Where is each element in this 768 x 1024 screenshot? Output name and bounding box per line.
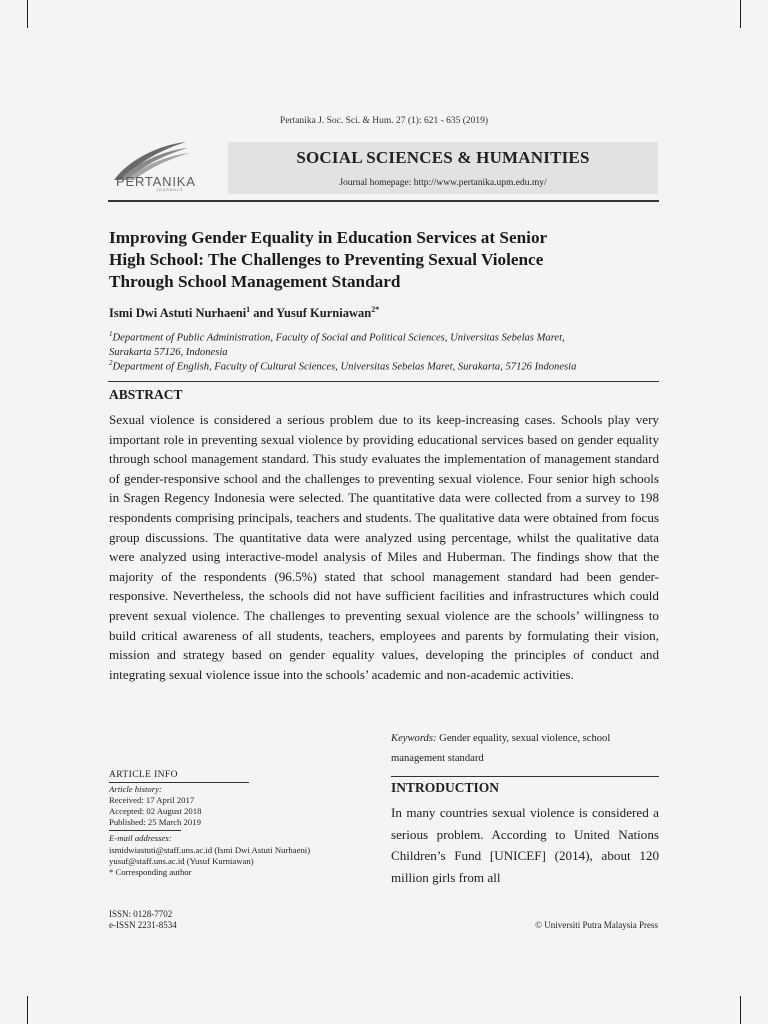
abstract-line: play very important role in preventing sexual violence by providing educational services <box>109 412 659 447</box>
header-rule <box>108 200 659 202</box>
introduction-heading: INTRODUCTION <box>391 780 500 795</box>
author-list <box>109 305 669 321</box>
abstract-line: violence are the schools’ willingness to build critical awareness of all students, teachers, <box>109 607 659 643</box>
journal-citation: Pertanika J. Soc. Sci. & Hum. 27 (1): 621 - 635 (2019) <box>279 116 489 126</box>
affiliation-text: Department of English, Faculty of Cultural Sciences, Universitas Sebelas Maret, Surakarta, 57126 Indonesia <box>112 361 577 373</box>
email-address: ismidwiastuti@staff.uns.ac.id (Ismi Dwi Astuti Nurhaeni) <box>109 845 311 855</box>
introduction-line: United Nations Children’s Fund [UNICEF] <box>391 826 659 863</box>
logo-subtext: JOURNALS <box>156 188 184 192</box>
pertanika-logo <box>108 140 226 192</box>
keywords-text: management standard <box>391 752 484 764</box>
affiliation-marker: 1 <box>109 330 113 338</box>
journal-homepage: Journal homepage: http://www.pertanika.upm.edu.my/ <box>339 178 547 188</box>
abstract-line: data were analyzed using interactive-model analysis of Miles and Huberman. The findings <box>109 529 659 565</box>
corresponding-author-note: * Corresponding author <box>109 867 192 877</box>
abstract-body <box>109 410 659 684</box>
author-name: Ismi Dwi Astuti Nurhaeni <box>109 306 247 321</box>
title-line: Through School Management Standard <box>109 272 401 291</box>
crop-mark <box>740 996 741 1024</box>
received-date: Received: 17 April 2017 <box>109 795 195 805</box>
eissn: e-ISSN 2231-8534 <box>109 920 177 930</box>
affiliation-text: Department of Public Administration, Faculty of Social and Political Sciences, Universitas Sebelas Maret, <box>112 332 565 344</box>
abstract-line: implementation of management standard of gender-responsive school and the challenges <box>109 451 660 486</box>
abstract-line: into the schools’ academic and non-academic activities. <box>282 666 574 682</box>
abstract-line: equality values, developing the principles of conduct and integrating sexual violence issue <box>109 647 659 682</box>
author-separator: and <box>250 306 277 321</box>
affiliation <box>109 356 669 375</box>
abstract-line: infrastructures which could prevent sexual violence. The challenges to preventing sexual <box>109 588 659 623</box>
author-name: Yusuf Kurniawan <box>276 306 372 321</box>
author-affiliation-marker: 1 <box>246 305 251 314</box>
crop-mark <box>27 996 28 1024</box>
abstract-heading: ABSTRACT <box>109 387 183 402</box>
article-history-label: Article history: <box>109 784 162 794</box>
journal-banner <box>228 142 658 194</box>
crop-mark <box>740 0 741 28</box>
affiliation-marker: 2 <box>109 359 113 367</box>
abstract-line: discussions. The quantitative data were analyzed using percentage, whilst the qualitative <box>145 529 632 545</box>
author-affiliation-marker: 2* <box>371 305 380 314</box>
email-address: yusuf@staff.uns.ac.id (Yusuf Kurniawan) <box>109 856 254 866</box>
article-info-rule <box>109 782 249 783</box>
affiliation-text: Surakarta 57126, Indonesia <box>109 347 228 359</box>
title-line: Improving Gender Equality in Education Services at Senior <box>109 228 548 247</box>
article-info-heading: ARTICLE INFO <box>109 770 178 780</box>
published-date: Published: 25 March 2019 <box>109 817 201 827</box>
abstract-line: had been gender-responsive. Nevertheless, the schools did not have sufficient facilities and <box>109 568 659 604</box>
keywords <box>391 729 659 768</box>
article-info-rule <box>109 830 181 831</box>
introduction-line: considered a serious problem. According to <box>391 805 659 842</box>
abstract-line: Sexual violence is considered a serious problem due to its keep-increasing cases. Schools <box>109 412 603 427</box>
title-line: High School: The Challenges to Preventing Sexual Violence <box>109 250 544 269</box>
introduction-line: (2014), about 120 million girls from all <box>391 848 659 885</box>
issn-block <box>109 909 177 931</box>
logo-wordmark: PERTANIKA <box>116 174 196 189</box>
introduction-rule <box>391 776 659 777</box>
pertanika-swoosh-icon <box>108 140 226 192</box>
paper-title <box>109 227 669 293</box>
keywords-label: Keywords: <box>391 733 437 744</box>
accepted-date: Accepted: 02 August 2018 <box>109 806 202 816</box>
abstract-line: principals, teachers and students. The qualitative data were obtained from focus group <box>109 509 659 545</box>
issn: ISSN: 0128-7702 <box>109 909 173 919</box>
section-rule <box>108 381 659 382</box>
email-label: E-mail addresses: <box>109 833 172 843</box>
introduction-body <box>391 802 659 888</box>
crop-mark <box>27 0 28 28</box>
introduction-line: In many countries sexual violence is <box>391 805 588 820</box>
journal-name: SOCIAL SCIENCES & HUMANITIES <box>296 148 590 167</box>
publisher-copyright: © Universiti Putra Malaysia Press <box>535 920 658 930</box>
abstract-line: selected. The quantitative data were collected from a survey to 198 respondents comprising <box>109 490 659 525</box>
abstract-line: employees and parents by formulating their vision, mission and strategy based on gender <box>109 627 659 663</box>
abstract-line: based on gender equality through school management standard. This study evaluates the <box>109 431 659 467</box>
keywords-text: Gender equality, sexual violence, school <box>436 733 611 744</box>
abstract-line: to preventing sexual violence. Four senior high schools in Sragen Regency Indonesia were <box>109 470 659 506</box>
abstract-line: show that the majority of the respondents (96.5%) stated that school management standard <box>109 549 660 584</box>
